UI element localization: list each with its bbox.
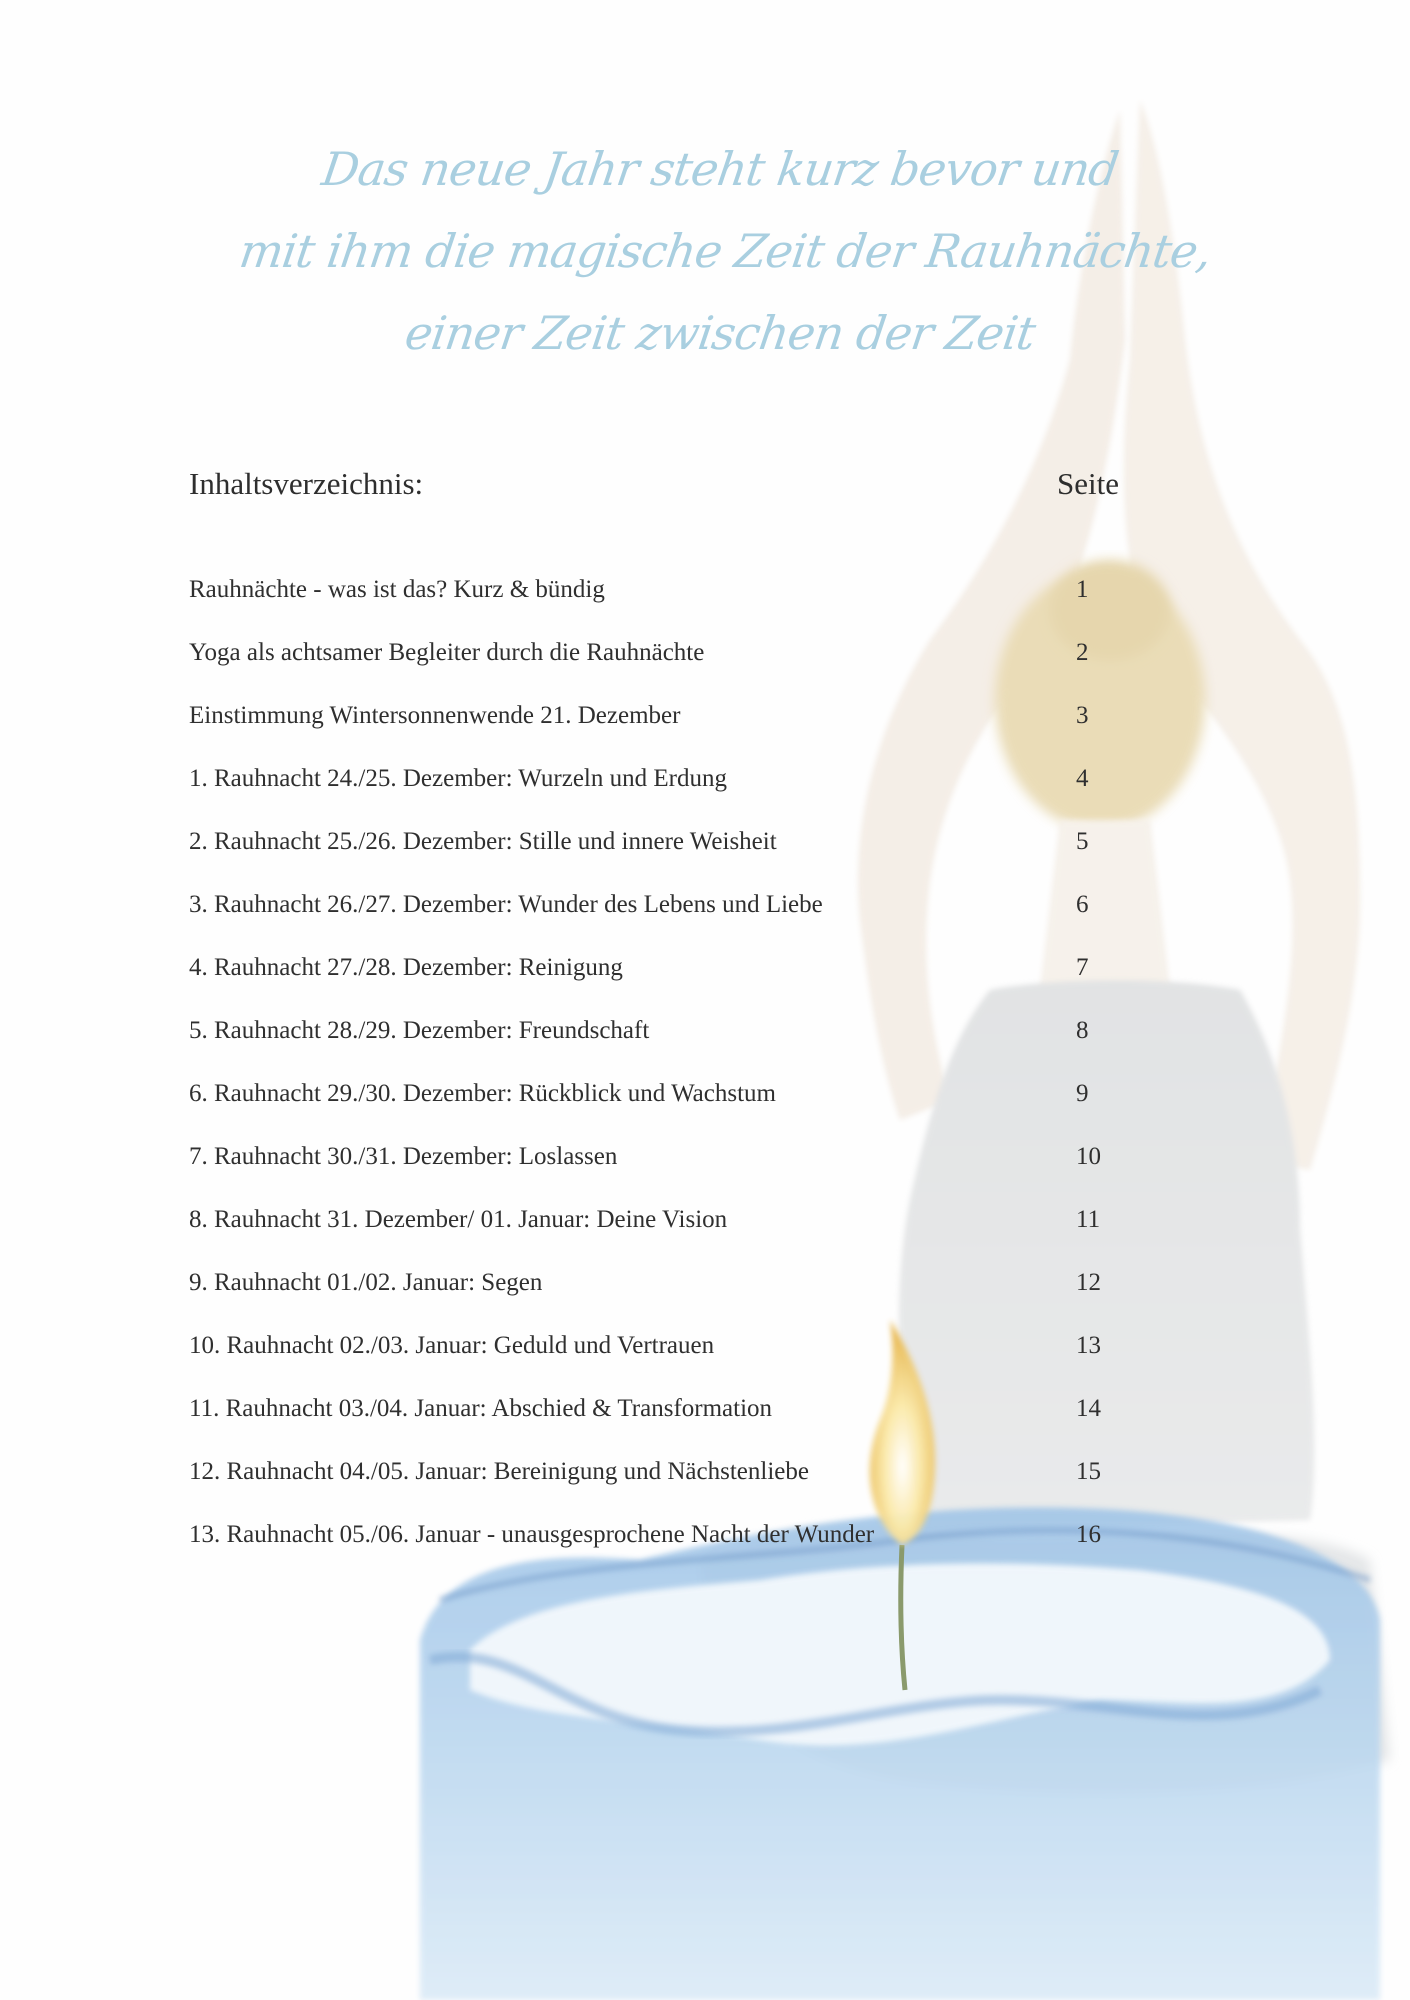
toc-entry[interactable] [189, 1395, 1189, 1458]
toc-entry[interactable] [189, 639, 1189, 702]
toc-entry-title: 6. Rauhnacht 29./30. Dezember: Rückblick und Wachstum [189, 1080, 776, 1107]
toc-entry[interactable] [189, 702, 1189, 765]
toc-entry-page: 12 [1076, 1269, 1101, 1296]
table-of-contents [189, 466, 1189, 1584]
toc-heading: Inhaltsverzeichnis: [189, 466, 424, 501]
toc-entry-page: 3 [1076, 702, 1089, 729]
toc-entry[interactable] [189, 828, 1189, 891]
toc-page-heading: Seite [1057, 466, 1119, 501]
toc-entry-page: 1 [1076, 576, 1089, 603]
toc-list [189, 576, 1189, 1584]
toc-entry-page: 16 [1076, 1521, 1101, 1548]
toc-entry[interactable] [189, 1206, 1189, 1269]
quote-line-2: mit ihm die magische Zeit der Rauhnächte, [236, 224, 1215, 278]
toc-entry-title: 10. Rauhnacht 02./03. Januar: Geduld und Vertrauen [189, 1332, 715, 1359]
toc-entry[interactable] [189, 576, 1189, 639]
toc-entry-page: 9 [1076, 1080, 1089, 1107]
toc-entry-title: 1. Rauhnacht 24./25. Dezember: Wurzeln und Erdung [189, 765, 727, 792]
toc-entry[interactable] [189, 1269, 1189, 1332]
toc-entry[interactable] [189, 891, 1189, 954]
toc-entry-page: 2 [1076, 639, 1089, 666]
toc-entry-title: 5. Rauhnacht 28./29. Dezember: Freundschaft [189, 1017, 650, 1044]
toc-entry[interactable] [189, 1143, 1189, 1206]
toc-entry-page: 4 [1076, 765, 1089, 792]
toc-entry-title: 3. Rauhnacht 26./27. Dezember: Wunder des Lebens und Liebe [189, 891, 823, 918]
toc-entry-title: 12. Rauhnacht 04./05. Januar: Bereinigung und Nächstenliebe [189, 1458, 809, 1485]
toc-entry[interactable] [189, 954, 1189, 1017]
toc-entry[interactable] [189, 1458, 1189, 1521]
toc-entry-page: 13 [1076, 1332, 1101, 1359]
toc-entry[interactable] [189, 1521, 1189, 1584]
toc-entry-title: 4. Rauhnacht 27./28. Dezember: Reinigung [189, 954, 623, 981]
toc-entry-title: 13. Rauhnacht 05./06. Januar - unausgesprochene Nacht der Wunder [189, 1521, 875, 1548]
toc-entry-page: 11 [1076, 1206, 1101, 1233]
toc-entry[interactable] [189, 1080, 1189, 1143]
toc-entry-title: Einstimmung Wintersonnenwende 21. Dezember [189, 702, 681, 729]
toc-entry-page: 14 [1076, 1395, 1101, 1422]
toc-entry-page: 5 [1076, 828, 1089, 855]
toc-entry-title: 8. Rauhnacht 31. Dezember/ 01. Januar: Deine Vision [189, 1206, 728, 1233]
toc-entry-page: 8 [1076, 1017, 1089, 1044]
toc-entry[interactable] [189, 1017, 1189, 1080]
intro-quote [236, 128, 1215, 374]
toc-entry-title: Yoga als achtsamer Begleiter durch die Rauhnächte [189, 639, 705, 666]
toc-entry-title: Rauhnächte - was ist das? Kurz & bündig [189, 576, 605, 603]
toc-entry-page: 10 [1076, 1143, 1101, 1170]
toc-entry-page: 6 [1076, 891, 1089, 918]
toc-entry[interactable] [189, 765, 1189, 828]
toc-entry-page: 7 [1076, 954, 1089, 981]
toc-entry[interactable] [189, 1332, 1189, 1395]
toc-entry-title: 11. Rauhnacht 03./04. Januar: Abschied & Transformation [189, 1395, 773, 1422]
toc-entry-title: 7. Rauhnacht 30./31. Dezember: Loslassen [189, 1143, 618, 1170]
quote-line-1: Das neue Jahr steht kurz bevor und [318, 142, 1122, 196]
toc-entry-page: 15 [1076, 1458, 1101, 1485]
toc-entry-title: 2. Rauhnacht 25./26. Dezember: Stille und innere Weisheit [189, 828, 777, 855]
quote-line-3: einer Zeit zwischen der Zeit [401, 306, 1039, 360]
toc-header [189, 466, 1189, 512]
toc-entry-title: 9. Rauhnacht 01./02. Januar: Segen [189, 1269, 543, 1296]
